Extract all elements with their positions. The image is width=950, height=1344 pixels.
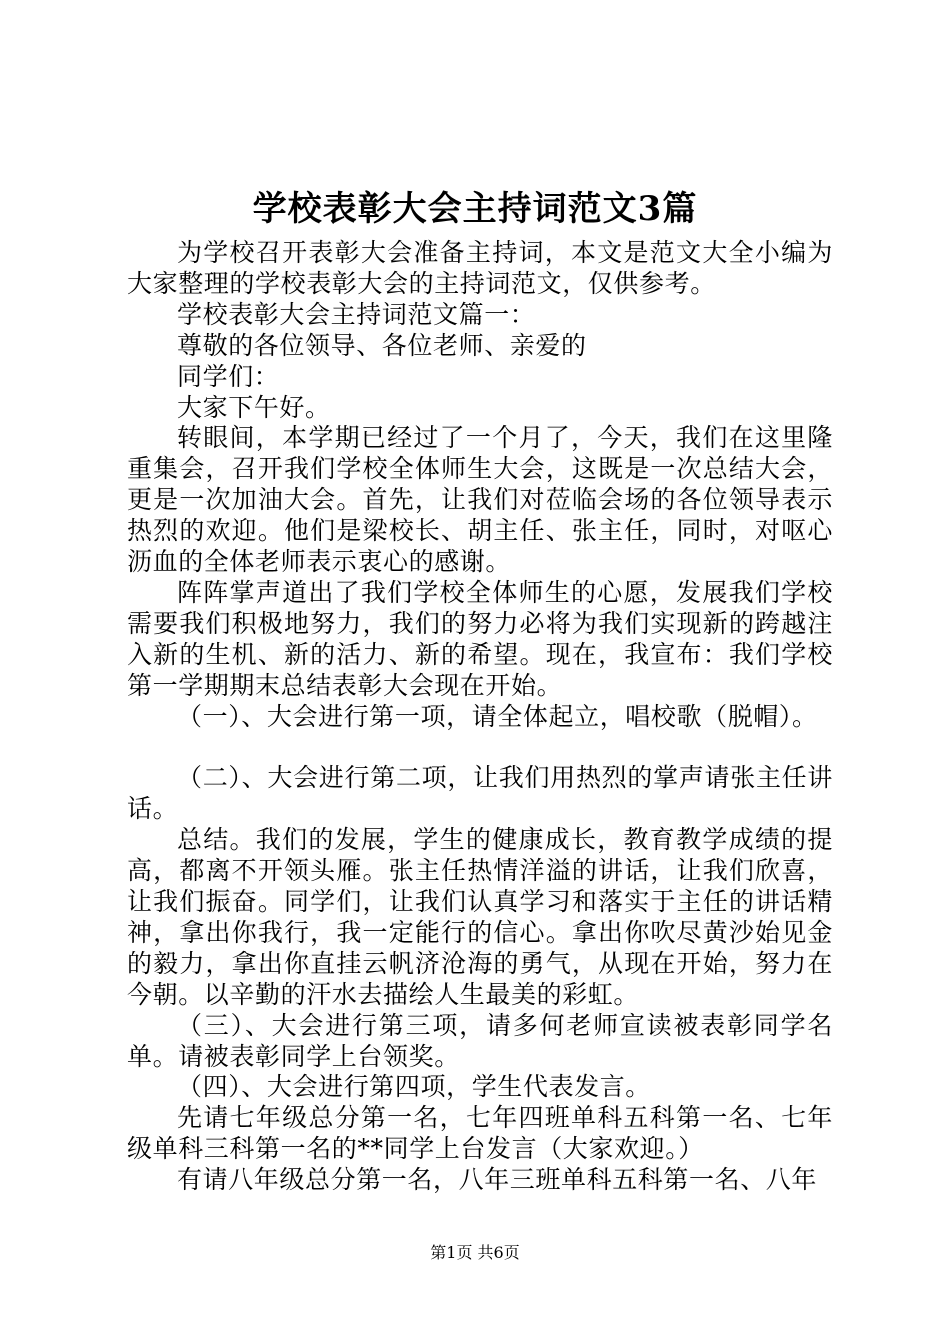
paragraph-opening: 转眼间，本学期已经过了一个月了，今天，我们在这里隆重集会，召开我们学校全体师生大会，这既是一次总结大会，更是一次加油大会。首先，让我们对莅临会场的各位领导表示热烈的欢迎。他们是梁校长、胡主任、张主任，同时，对呕心沥血的全体老师表示衷心的感谢。 xyxy=(127,423,833,577)
paragraph-announcement: 阵阵掌声道出了我们学校全体师生的心愿，发展我们学校需要我们积极地努力，我们的努力必将为我们实现新的跨越注入新的生机、新的活力、新的希望。现在，我宣布：我们学校第一学期期末总结表彰大会现在开始。 xyxy=(127,577,833,700)
document-title: 学校表彰大会主持词范文3篇 xyxy=(252,189,698,229)
paragraph-item-one: （一）、大会进行第一项，请全体起立，唱校歌（脱帽）。 xyxy=(177,701,818,731)
paragraph-summary: 总结。我们的发展，学生的健康成长，教育教学成绩的提高，都离不开领头雁。张主任热情洋溢的讲话，让我们欣喜，让我们振奋。同学们，让我们认真学习和落实于主任的讲话精神，拿出你我行，我一定能行的信心。拿出你吹尽黄沙始见金的毅力，拿出你直挂云帆济沧海的勇气，从现在开始，努力在今朝。以辛勤的汗水去描绘人生最美的彩虹。 xyxy=(127,825,833,1009)
paragraph-grade-seven: 先请七年级总分第一名，七年四班单科五科第一名、七年级单科三科第一名的**同学上台发言（大家欢迎。） xyxy=(127,1103,833,1164)
paragraph-section-heading: 学校表彰大会主持词范文篇一： xyxy=(177,299,536,329)
paragraph-item-three: （三）、大会进行第三项，请多何老师宣读被表彰同学名单。请被表彰同学上台领奖。 xyxy=(127,1010,833,1071)
page-footer: 第1页 共6页 xyxy=(430,1243,520,1262)
paragraph-grade-eight: 有请八年级总分第一名，八年三班单科五科第一名、八年 xyxy=(177,1165,818,1195)
paragraph-salutation: 尊敬的各位领导、各位老师、亲爱的 xyxy=(177,330,587,360)
paragraph-greeting: 大家下午好。 xyxy=(177,392,331,422)
paragraph-item-two: （二）、大会进行第二项，让我们用热烈的掌声请张主任讲话。 xyxy=(127,763,833,824)
paragraph-intro: 为学校召开表彰大会准备主持词，本文是范文大全小编为大家整理的学校表彰大会的主持词范文，仅供参考。 xyxy=(127,238,833,298)
paragraph-salutation-cont: 同学们： xyxy=(177,361,280,391)
document-body xyxy=(127,238,833,1196)
paragraph-item-four: （四）、大会进行第四项，学生代表发言。 xyxy=(177,1072,651,1102)
